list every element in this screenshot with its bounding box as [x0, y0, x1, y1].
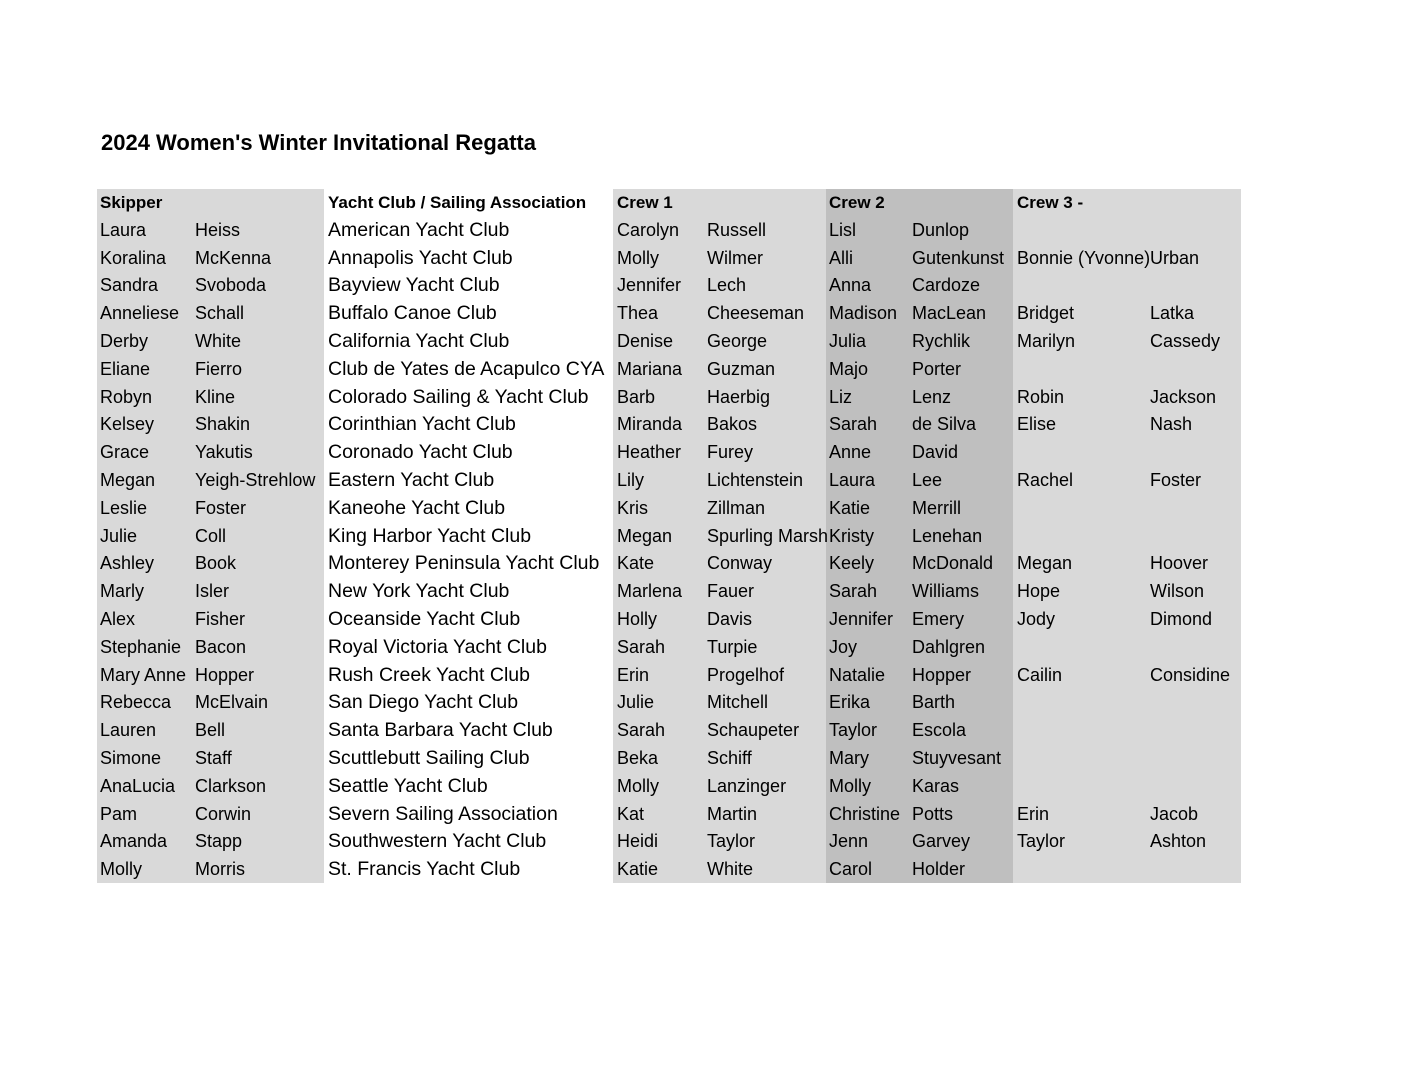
table-row [0, 801, 1408, 829]
crew2-first-cell: Jennifer [829, 608, 894, 629]
crew1-first-cell: Thea [617, 303, 659, 324]
crew1-last-cell: Lanzinger [707, 775, 787, 796]
crew1-first-cell: Denise [617, 330, 674, 351]
crew1-first-cell: Jennifer [617, 275, 682, 296]
skipper-last-cell: Corwin [195, 803, 252, 824]
crew2-last-cell: Merrill [912, 497, 961, 518]
crew1-first-cell: Molly [617, 775, 660, 796]
club-cell: Eastern Yacht Club [328, 468, 495, 491]
header-club: Yacht Club / Sailing Association [328, 193, 587, 212]
crew2-last-cell: McDonald [912, 553, 994, 574]
crew2-last-cell: Holder [912, 859, 966, 880]
club-cell: New York Yacht Club [328, 580, 510, 603]
crew2-first-cell: Anne [829, 442, 872, 463]
header-row [0, 189, 1408, 217]
skipper-last-cell: Clarkson [195, 775, 267, 796]
crew1-last-cell: Spurling Marsh [707, 525, 829, 546]
crew2-last-cell: de Silva [912, 414, 977, 435]
table-row [0, 217, 1408, 245]
crew2-last-cell: Lee [912, 469, 943, 490]
crew3-last-cell: Dimond [1150, 608, 1213, 629]
skipper-first-cell: Julie [100, 525, 138, 546]
crew2-first-cell: Julia [829, 330, 867, 351]
skipper-first-cell: Anneliese [100, 303, 180, 324]
crew2-last-cell: Williams [912, 581, 979, 602]
club-cell: Royal Victoria Yacht Club [328, 635, 547, 658]
table-row [0, 550, 1408, 578]
skipper-first-cell: Derby [100, 330, 149, 351]
skipper-last-cell: Morris [195, 859, 245, 880]
club-cell: Santa Barbara Yacht Club [328, 719, 553, 742]
crew1-first-cell: Kate [617, 553, 655, 574]
crew2-first-cell: Anna [829, 275, 872, 296]
skipper-last-cell: Staff [195, 747, 232, 768]
club-cell: American Yacht Club [328, 218, 510, 241]
club-cell: Monterey Peninsula Yacht Club [328, 552, 600, 575]
crew1-first-cell: Miranda [617, 414, 683, 435]
skipper-first-cell: Simone [100, 747, 162, 768]
skipper-first-cell: Kelsey [100, 414, 155, 435]
skipper-first-cell: Marly [100, 581, 144, 602]
skipper-last-cell: Bacon [195, 636, 247, 657]
skipper-first-cell: Sandra [100, 275, 159, 296]
crew1-first-cell: Sarah [617, 720, 666, 741]
table-row [0, 523, 1408, 551]
crew3-first-cell: Bonnie (Yvonne) [1017, 247, 1151, 268]
crew1-first-cell: Carolyn [617, 219, 680, 240]
club-cell: King Harbor Yacht Club [328, 524, 532, 547]
table-row [0, 300, 1408, 328]
crew2-last-cell: Karas [912, 775, 960, 796]
skipper-last-cell: Stapp [195, 831, 243, 852]
crew3-last-cell: Cassedy [1150, 330, 1221, 351]
crew1-last-cell: Turpie [707, 636, 758, 657]
table-row [0, 606, 1408, 634]
crew2-first-cell: Joy [829, 636, 858, 657]
skipper-first-cell: Lauren [100, 720, 157, 741]
table-row [0, 662, 1408, 690]
skipper-first-cell: Amanda [100, 831, 168, 852]
club-cell: Scuttlebutt Sailing Club [328, 746, 530, 769]
table-row [0, 467, 1408, 495]
crew2-first-cell: Sarah [829, 414, 878, 435]
crew1-last-cell: Russell [707, 219, 767, 240]
table-row [0, 689, 1408, 717]
table-row [0, 495, 1408, 523]
skipper-last-cell: Isler [195, 581, 230, 602]
club-cell: Southwestern Yacht Club [328, 830, 547, 853]
crew3-last-cell: Jackson [1150, 386, 1217, 407]
skipper-last-cell: Schall [195, 303, 245, 324]
skipper-last-cell: Yeigh-Strehlow [195, 469, 316, 490]
page-title: 2024 Women's Winter Invitational Regatta [101, 130, 536, 155]
crew2-first-cell: Laura [829, 469, 876, 490]
crew3-first-cell: Hope [1017, 581, 1061, 602]
crew1-first-cell: Sarah [617, 636, 666, 657]
crew1-first-cell: Mariana [617, 358, 683, 379]
crew2-last-cell: Dunlop [912, 219, 970, 240]
crew1-first-cell: Heather [617, 442, 682, 463]
crew1-first-cell: Erin [617, 664, 650, 685]
club-cell: San Diego Yacht Club [328, 691, 519, 714]
table-row [0, 439, 1408, 467]
skipper-last-cell: Foster [195, 497, 247, 518]
table-row [0, 773, 1408, 801]
crew3-first-cell: Elise [1017, 414, 1057, 435]
crew2-first-cell: Natalie [829, 664, 886, 685]
crew2-first-cell: Liz [829, 386, 853, 407]
crew1-last-cell: Mitchell [707, 692, 769, 713]
table-row [0, 828, 1408, 856]
crew2-last-cell: Lenehan [912, 525, 983, 546]
crew2-first-cell: Sarah [829, 581, 878, 602]
skipper-last-cell: Bell [195, 720, 226, 741]
table-row [0, 717, 1408, 745]
skipper-first-cell: Ashley [100, 553, 155, 574]
crew1-last-cell: Lech [707, 275, 747, 296]
crew3-last-cell: Considine [1150, 664, 1231, 685]
club-cell: Rush Creek Yacht Club [328, 663, 530, 686]
crew1-last-cell: Bakos [707, 414, 758, 435]
crew1-last-cell: Conway [707, 553, 773, 574]
crew3-first-cell: Megan [1017, 553, 1073, 574]
crew2-last-cell: Cardoze [912, 275, 981, 296]
club-cell: Seattle Yacht Club [328, 774, 488, 797]
club-cell: Kaneohe Yacht Club [328, 496, 506, 519]
table-row [0, 856, 1408, 884]
skipper-last-cell: Heiss [195, 219, 241, 240]
club-cell: Colorado Sailing & Yacht Club [328, 385, 589, 408]
club-cell: St. Francis Yacht Club [328, 858, 521, 881]
skipper-last-cell: Shakin [195, 414, 251, 435]
table-row [0, 578, 1408, 606]
crew3-first-cell: Robin [1017, 386, 1065, 407]
crew2-first-cell: Katie [829, 497, 871, 518]
crew2-first-cell: Keely [829, 553, 875, 574]
crew2-first-cell: Kristy [829, 525, 874, 546]
table-row [0, 245, 1408, 273]
crew1-last-cell: White [707, 859, 754, 880]
skipper-last-cell: McElvain [195, 692, 269, 713]
crew2-first-cell: Majo [829, 358, 869, 379]
crew3-first-cell: Taylor [1017, 831, 1066, 852]
header-crew2: Crew 2 [829, 193, 885, 212]
skipper-last-cell: White [195, 330, 242, 351]
skipper-first-cell: Laura [100, 219, 147, 240]
skipper-first-cell: Mary Anne [100, 664, 187, 685]
crew2-last-cell: Porter [912, 358, 962, 379]
crew1-last-cell: Furey [707, 442, 754, 463]
club-cell: Bayview Yacht Club [328, 274, 500, 297]
crew1-last-cell: Fauer [707, 581, 755, 602]
crew1-last-cell: Zillman [707, 497, 766, 518]
table-body [0, 217, 1408, 884]
header-crew3: Crew 3 - [1017, 193, 1084, 212]
skipper-first-cell: Grace [100, 442, 150, 463]
crew3-first-cell: Cailin [1017, 664, 1063, 685]
crew2-first-cell: Christine [829, 803, 901, 824]
skipper-last-cell: Yakutis [195, 442, 253, 463]
crew2-first-cell: Molly [829, 775, 872, 796]
crew2-first-cell: Jenn [829, 831, 869, 852]
crew1-first-cell: Kris [617, 497, 648, 518]
crew1-first-cell: Heidi [617, 831, 659, 852]
crew2-first-cell: Carol [829, 859, 873, 880]
skipper-first-cell: Pam [100, 803, 138, 824]
skipper-last-cell: Svoboda [195, 275, 267, 296]
crew1-first-cell: Beka [617, 747, 659, 768]
club-cell: Oceanside Yacht Club [328, 607, 521, 630]
skipper-last-cell: Book [195, 553, 237, 574]
crew2-first-cell: Erika [829, 692, 871, 713]
crew1-last-cell: Schiff [707, 747, 752, 768]
crew2-first-cell: Madison [829, 303, 898, 324]
crew1-last-cell: Martin [707, 803, 758, 824]
crew1-first-cell: Katie [617, 859, 659, 880]
crew1-last-cell: George [707, 330, 768, 351]
skipper-last-cell: Fisher [195, 608, 246, 629]
crew2-last-cell: Dahlgren [912, 636, 986, 657]
crew1-first-cell: Molly [617, 247, 660, 268]
crew1-last-cell: Wilmer [707, 247, 763, 268]
crew3-last-cell: Foster [1150, 469, 1202, 490]
crew1-last-cell: Davis [707, 608, 753, 629]
crew3-last-cell: Hoover [1150, 553, 1209, 574]
crew1-first-cell: Kat [617, 803, 645, 824]
skipper-first-cell: Stephanie [100, 636, 182, 657]
crew1-first-cell: Lily [617, 469, 645, 490]
crew2-last-cell: David [912, 442, 959, 463]
skipper-first-cell: Eliane [100, 358, 151, 379]
table-row [0, 411, 1408, 439]
crew1-last-cell: Progelhof [707, 664, 785, 685]
table-row [0, 328, 1408, 356]
club-cell: California Yacht Club [328, 329, 510, 352]
crew1-first-cell: Julie [617, 692, 655, 713]
skipper-first-cell: Alex [100, 608, 136, 629]
crew3-first-cell: Bridget [1017, 303, 1075, 324]
crew3-last-cell: Latka [1150, 303, 1195, 324]
crew1-last-cell: Haerbig [707, 386, 771, 407]
skipper-last-cell: Coll [195, 525, 227, 546]
crew2-last-cell: Rychlik [912, 330, 971, 351]
crew2-first-cell: Alli [829, 247, 854, 268]
crew2-last-cell: Garvey [912, 831, 971, 852]
table-row [0, 745, 1408, 773]
crew1-first-cell: Holly [617, 608, 658, 629]
skipper-first-cell: Molly [100, 859, 143, 880]
crew1-last-cell: Cheeseman [707, 303, 805, 324]
crew2-last-cell: Lenz [912, 386, 952, 407]
skipper-first-cell: Leslie [100, 497, 148, 518]
club-cell: Buffalo Canoe Club [328, 302, 497, 325]
table-row [0, 384, 1408, 412]
crew3-last-cell: Ashton [1150, 831, 1207, 852]
club-cell: Severn Sailing Association [328, 802, 558, 825]
crew3-last-cell: Nash [1150, 414, 1193, 435]
crew2-first-cell: Taylor [829, 720, 878, 741]
crew2-last-cell: Potts [912, 803, 954, 824]
skipper-first-cell: Rebecca [100, 692, 172, 713]
crew2-last-cell: Hopper [912, 664, 972, 685]
header-crew1: Crew 1 [617, 193, 673, 212]
club-cell: Coronado Yacht Club [328, 441, 513, 464]
table-row [0, 272, 1408, 300]
crew3-first-cell: Jody [1017, 608, 1056, 629]
crew2-last-cell: Barth [912, 692, 956, 713]
crew1-last-cell: Taylor [707, 831, 756, 852]
roster-table [0, 189, 1408, 884]
crew1-last-cell: Lichtenstein [707, 469, 804, 490]
header-skipper: Skipper [100, 193, 163, 212]
crew3-first-cell: Marilyn [1017, 330, 1076, 351]
skipper-last-cell: McKenna [195, 247, 272, 268]
skipper-last-cell: Hopper [195, 664, 255, 685]
table-row [0, 356, 1408, 384]
skipper-first-cell: Megan [100, 469, 156, 490]
crew1-last-cell: Guzman [707, 358, 776, 379]
crew3-last-cell: Urban [1150, 247, 1200, 268]
skipper-last-cell: Fierro [195, 358, 243, 379]
crew3-first-cell: Erin [1017, 803, 1050, 824]
crew1-first-cell: Megan [617, 525, 673, 546]
skipper-last-cell: Kline [195, 386, 236, 407]
crew2-last-cell: Gutenkunst [912, 247, 1005, 268]
skipper-first-cell: AnaLucia [100, 775, 176, 796]
crew2-last-cell: Emery [912, 608, 965, 629]
crew2-last-cell: Stuyvesant [912, 747, 1002, 768]
crew3-last-cell: Wilson [1150, 581, 1205, 602]
crew1-first-cell: Barb [617, 386, 656, 407]
crew1-first-cell: Marlena [617, 581, 683, 602]
crew2-first-cell: Mary [829, 747, 869, 768]
skipper-first-cell: Robyn [100, 386, 153, 407]
club-cell: Club de Yates de Acapulco CYA [328, 357, 605, 380]
crew2-last-cell: Escola [912, 720, 967, 741]
club-cell: Annapolis Yacht Club [328, 246, 513, 269]
crew2-last-cell: MacLean [912, 303, 987, 324]
crew3-first-cell: Rachel [1017, 469, 1074, 490]
crew3-last-cell: Jacob [1150, 803, 1199, 824]
crew2-first-cell: Lisl [829, 219, 857, 240]
club-cell: Corinthian Yacht Club [328, 413, 516, 436]
crew1-last-cell: Schaupeter [707, 720, 800, 741]
skipper-first-cell: Koralina [100, 247, 167, 268]
table-row [0, 634, 1408, 662]
